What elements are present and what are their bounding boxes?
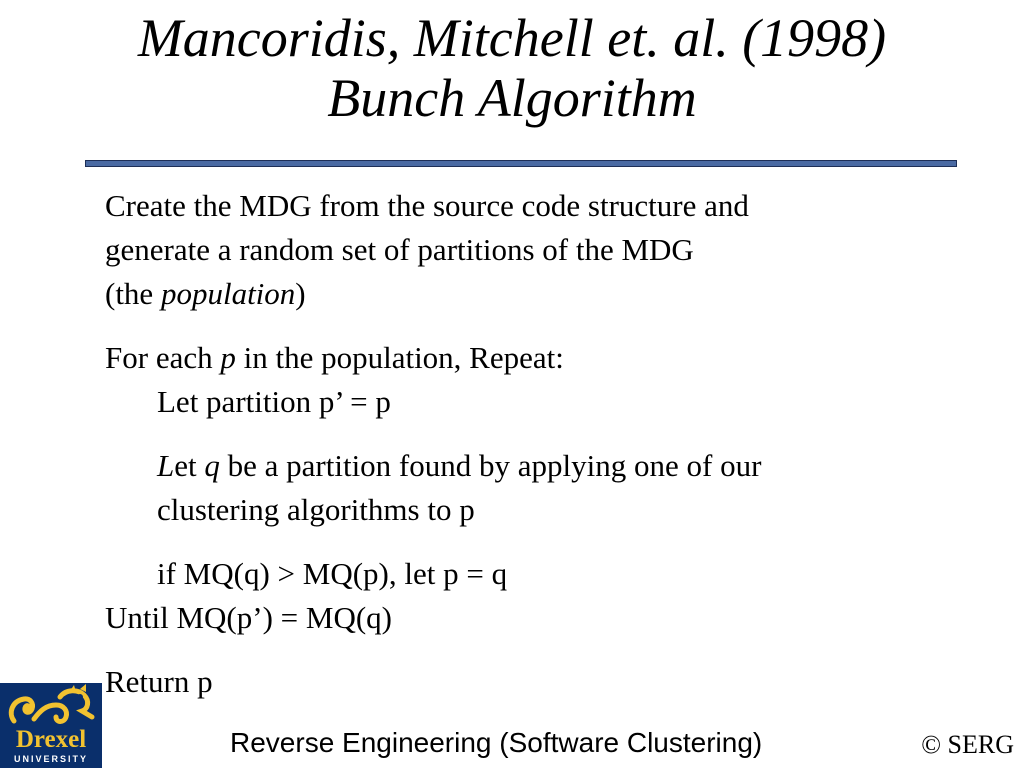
step-apply-q: q: [204, 448, 220, 483]
for-each-pre: For each: [105, 340, 221, 375]
dragon-icon: [0, 683, 102, 729]
paragraph-create-mdg-line-2: generate a random set of partitions of the MDG: [105, 232, 694, 267]
logo-wordmark: Drexel: [15, 726, 87, 753]
step-apply-L: L: [157, 448, 175, 483]
slide-title-line-2: Bunch Algorithm: [327, 68, 697, 128]
logo-university: UNIVERSITY: [13, 754, 88, 764]
slide-title-line-1: Mancoridis, Mitchell et. al. (1998): [137, 8, 887, 68]
population-term: population: [160, 276, 296, 311]
step-compare-mq: if MQ(q) > MQ(p), let p = q: [157, 556, 508, 591]
footer-course-title: Reverse Engineering (Software Clustering): [230, 727, 763, 758]
step-apply-line-1: be a partition found by applying one of our: [219, 448, 762, 483]
paragraph-create-mdg-line-3-post: ): [295, 276, 306, 311]
slide-body: [105, 184, 935, 704]
paragraph-create-mdg: [105, 184, 935, 316]
step-apply-clustering: [105, 444, 935, 532]
title-divider: [85, 160, 957, 167]
for-each-var: p: [220, 340, 236, 375]
drexel-logo: [0, 683, 102, 768]
slide-title: [0, 8, 1024, 128]
step-let-partition: Let partition p’ = p: [157, 384, 391, 419]
step-apply-et: et: [174, 448, 205, 483]
step-apply-line-2: clustering algorithms to p: [157, 492, 475, 527]
paragraph-create-mdg-line-1: Create the MDG from the source code structure and: [105, 188, 749, 223]
paragraph-for-each: [105, 336, 935, 380]
return-statement: Return p: [105, 664, 213, 699]
for-each-post: in the population, Repeat:: [235, 340, 564, 375]
until-condition: Until MQ(p’) = MQ(q): [105, 600, 392, 635]
footer-copyright: © SERG: [921, 730, 1014, 759]
paragraph-create-mdg-line-3-pre: (the: [105, 276, 161, 311]
